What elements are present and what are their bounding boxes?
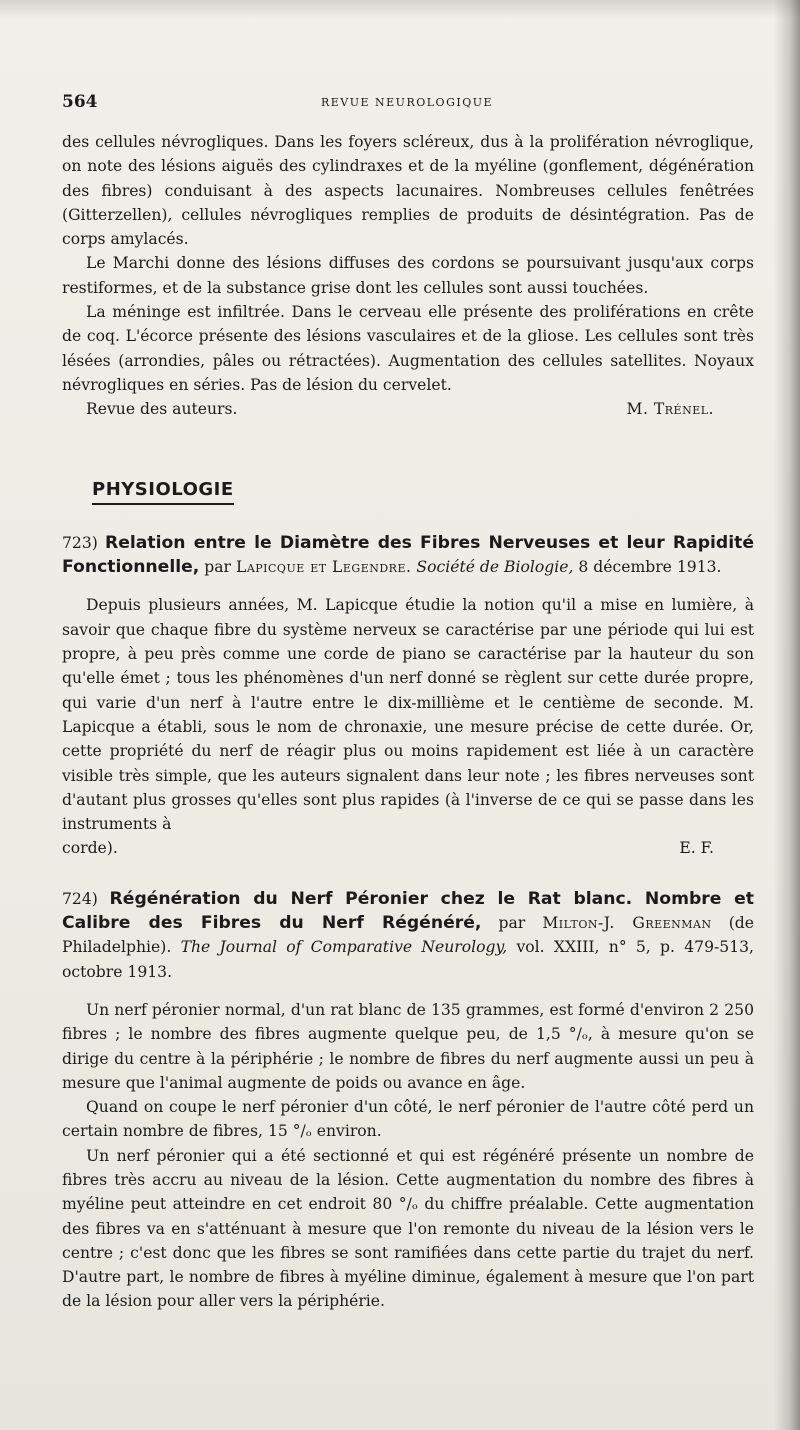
entry-723-last-line: corde). bbox=[62, 839, 118, 858]
entry-723-title: Relation entre le Diamètre des Fibres Nerveuses et leur Rapidité Fonctionnelle, bbox=[62, 532, 754, 578]
entry-723-initials: E. F. bbox=[679, 839, 714, 858]
entry-723-journal: Société de Biologie, bbox=[416, 558, 574, 577]
entry-723-closing-line bbox=[62, 836, 754, 860]
entry-724-paragraph-1: Un nerf péronier normal, d'un rat blanc de 135 grammes, est formé d'environ 2 250 fibres ; le nombre des fibres augmente quelque peu, de 1,5 °/ₒ, à mesure qu'on se dirige du centre à la périphérie ; le nombre de fibres du nerf augmente aussi un peu à mesure que l'animal augmente de poids ou avance en âge. bbox=[62, 1000, 754, 1092]
running-title: REVUE NEUROLOGIQUE bbox=[320, 96, 494, 109]
entry-723-by: par bbox=[204, 558, 231, 577]
entry-724-title: Régénération du Nerf Péronier chez le Rat blanc. Nombre et Calibre des Fibres du Nerf Régénéré, bbox=[62, 888, 754, 934]
page-content bbox=[62, 130, 754, 1314]
page-binding-shadow bbox=[774, 0, 800, 1430]
entry-724-header bbox=[62, 887, 754, 984]
intro-paragraph-1: des cellules névrogliques. Dans les foyers scléreux, dus à la prolifération névroglique, on note des lésions aiguës des cylindraxes et de la myéline (gonflement, dégénération des fibres) conduisant à des aspects lacunaires. Nombreuses cellules fenêtrées (Gitterzellen), cellules névrogliques remplies de produits de désintégration. Pas de corps amylacés. bbox=[62, 133, 754, 249]
entry-723-body: Depuis plusieurs années, M. Lapicque étudie la notion qu'il a mise en lumière, à savoir que chaque fibre du système nerveux se caractérise par une période qui lui est propre, à peu près comme une corde de piano se caractérise par la hauteur du son qu'elle émet ; tous les phénomènes d'un nerf donné se règlent sur cette durée propre, qui varie d'un nerf à l'autre entre le dix-millième et le centième de seconde. M. Lapicque a établi, sous le nom de chronaxie, une mesure précise de cette durée. Or, cette propriété du nerf de réagir plus ou moins rapidement est liée à un caractère visible très simple, que les auteurs signalent dans leur note ; les fibres nerveuses sont d'autant plus grosses qu'elles sont plus rapides (à l'inverse de ce qui se passe dans les instruments à bbox=[62, 596, 754, 834]
intro-source: Revue des auteurs. bbox=[86, 400, 238, 419]
entry-724-journal: The Journal of Comparative Neurology, bbox=[180, 938, 508, 957]
entry-724-reference: vol. XXIII, n° 5, p. 479-513, octobre 1913. bbox=[62, 938, 754, 981]
page-number: 564 bbox=[62, 92, 98, 112]
intro-signature-line bbox=[62, 397, 754, 421]
entry-724-paragraph-3: Un nerf péronier qui a été sectionné et qui est régénéré présente un nombre de fibres très accru au niveau de la lésion. Cette augmentation du nombre des fibres à myéline peut atteindre en cet endroit 80 °/ₒ du chiffre préalable. Cette augmentation des fibres va en s'atténuant à mesure que l'on remonte du niveau de la lésion vers le centre ; c'est donc que les fibres se sont ramifiées dans cette partie du trajet du nerf. D'autre part, le nombre de fibres à myéline diminue, également à mesure que l'on part de la lésion pour aller vers la périphérie. bbox=[62, 1146, 754, 1311]
entry-724-authors: Milton-J. Greenman bbox=[542, 914, 712, 933]
entry-724-origin: (de Philadelphie). bbox=[62, 914, 755, 957]
page-top-shadow bbox=[0, 0, 800, 18]
entry-723-number: 723) bbox=[62, 533, 98, 552]
entry-723-date: 8 décembre 1913. bbox=[578, 558, 722, 577]
entry-723-authors: Lapicque et Legendre. bbox=[235, 558, 412, 577]
entry-724-paragraph-2: Quand on coupe le nerf péronier d'un côté, le nerf péronier de l'autre côté perd un certain nombre de fibres, 15 °/ₒ environ. bbox=[62, 1098, 754, 1141]
page-header bbox=[62, 92, 752, 116]
entry-724-by: par bbox=[498, 914, 526, 933]
intro-paragraph-2: Le Marchi donne des lésions diffuses des cordons se poursuivant jusqu'aux corps restiformes, et de la substance grise dont les cellules sont aussi touchées. bbox=[62, 254, 754, 297]
entry-724-number: 724) bbox=[62, 889, 98, 908]
intro-author: M. Trénel. bbox=[626, 400, 714, 419]
section-heading: PHYSIOLOGIE bbox=[92, 478, 234, 505]
entry-723-header bbox=[62, 531, 754, 580]
intro-paragraph-3: La méninge est infiltrée. Dans le cerveau elle présente des proliférations en crête de coq. L'écorce présente des lésions vasculaires et de la gliose. Les cellules sont très lésées (arrondies, pâles ou rétractées). Augmentation des cellules satellites. Noyaux névrogliques en séries. Pas de lésion du cervelet. bbox=[62, 303, 754, 394]
